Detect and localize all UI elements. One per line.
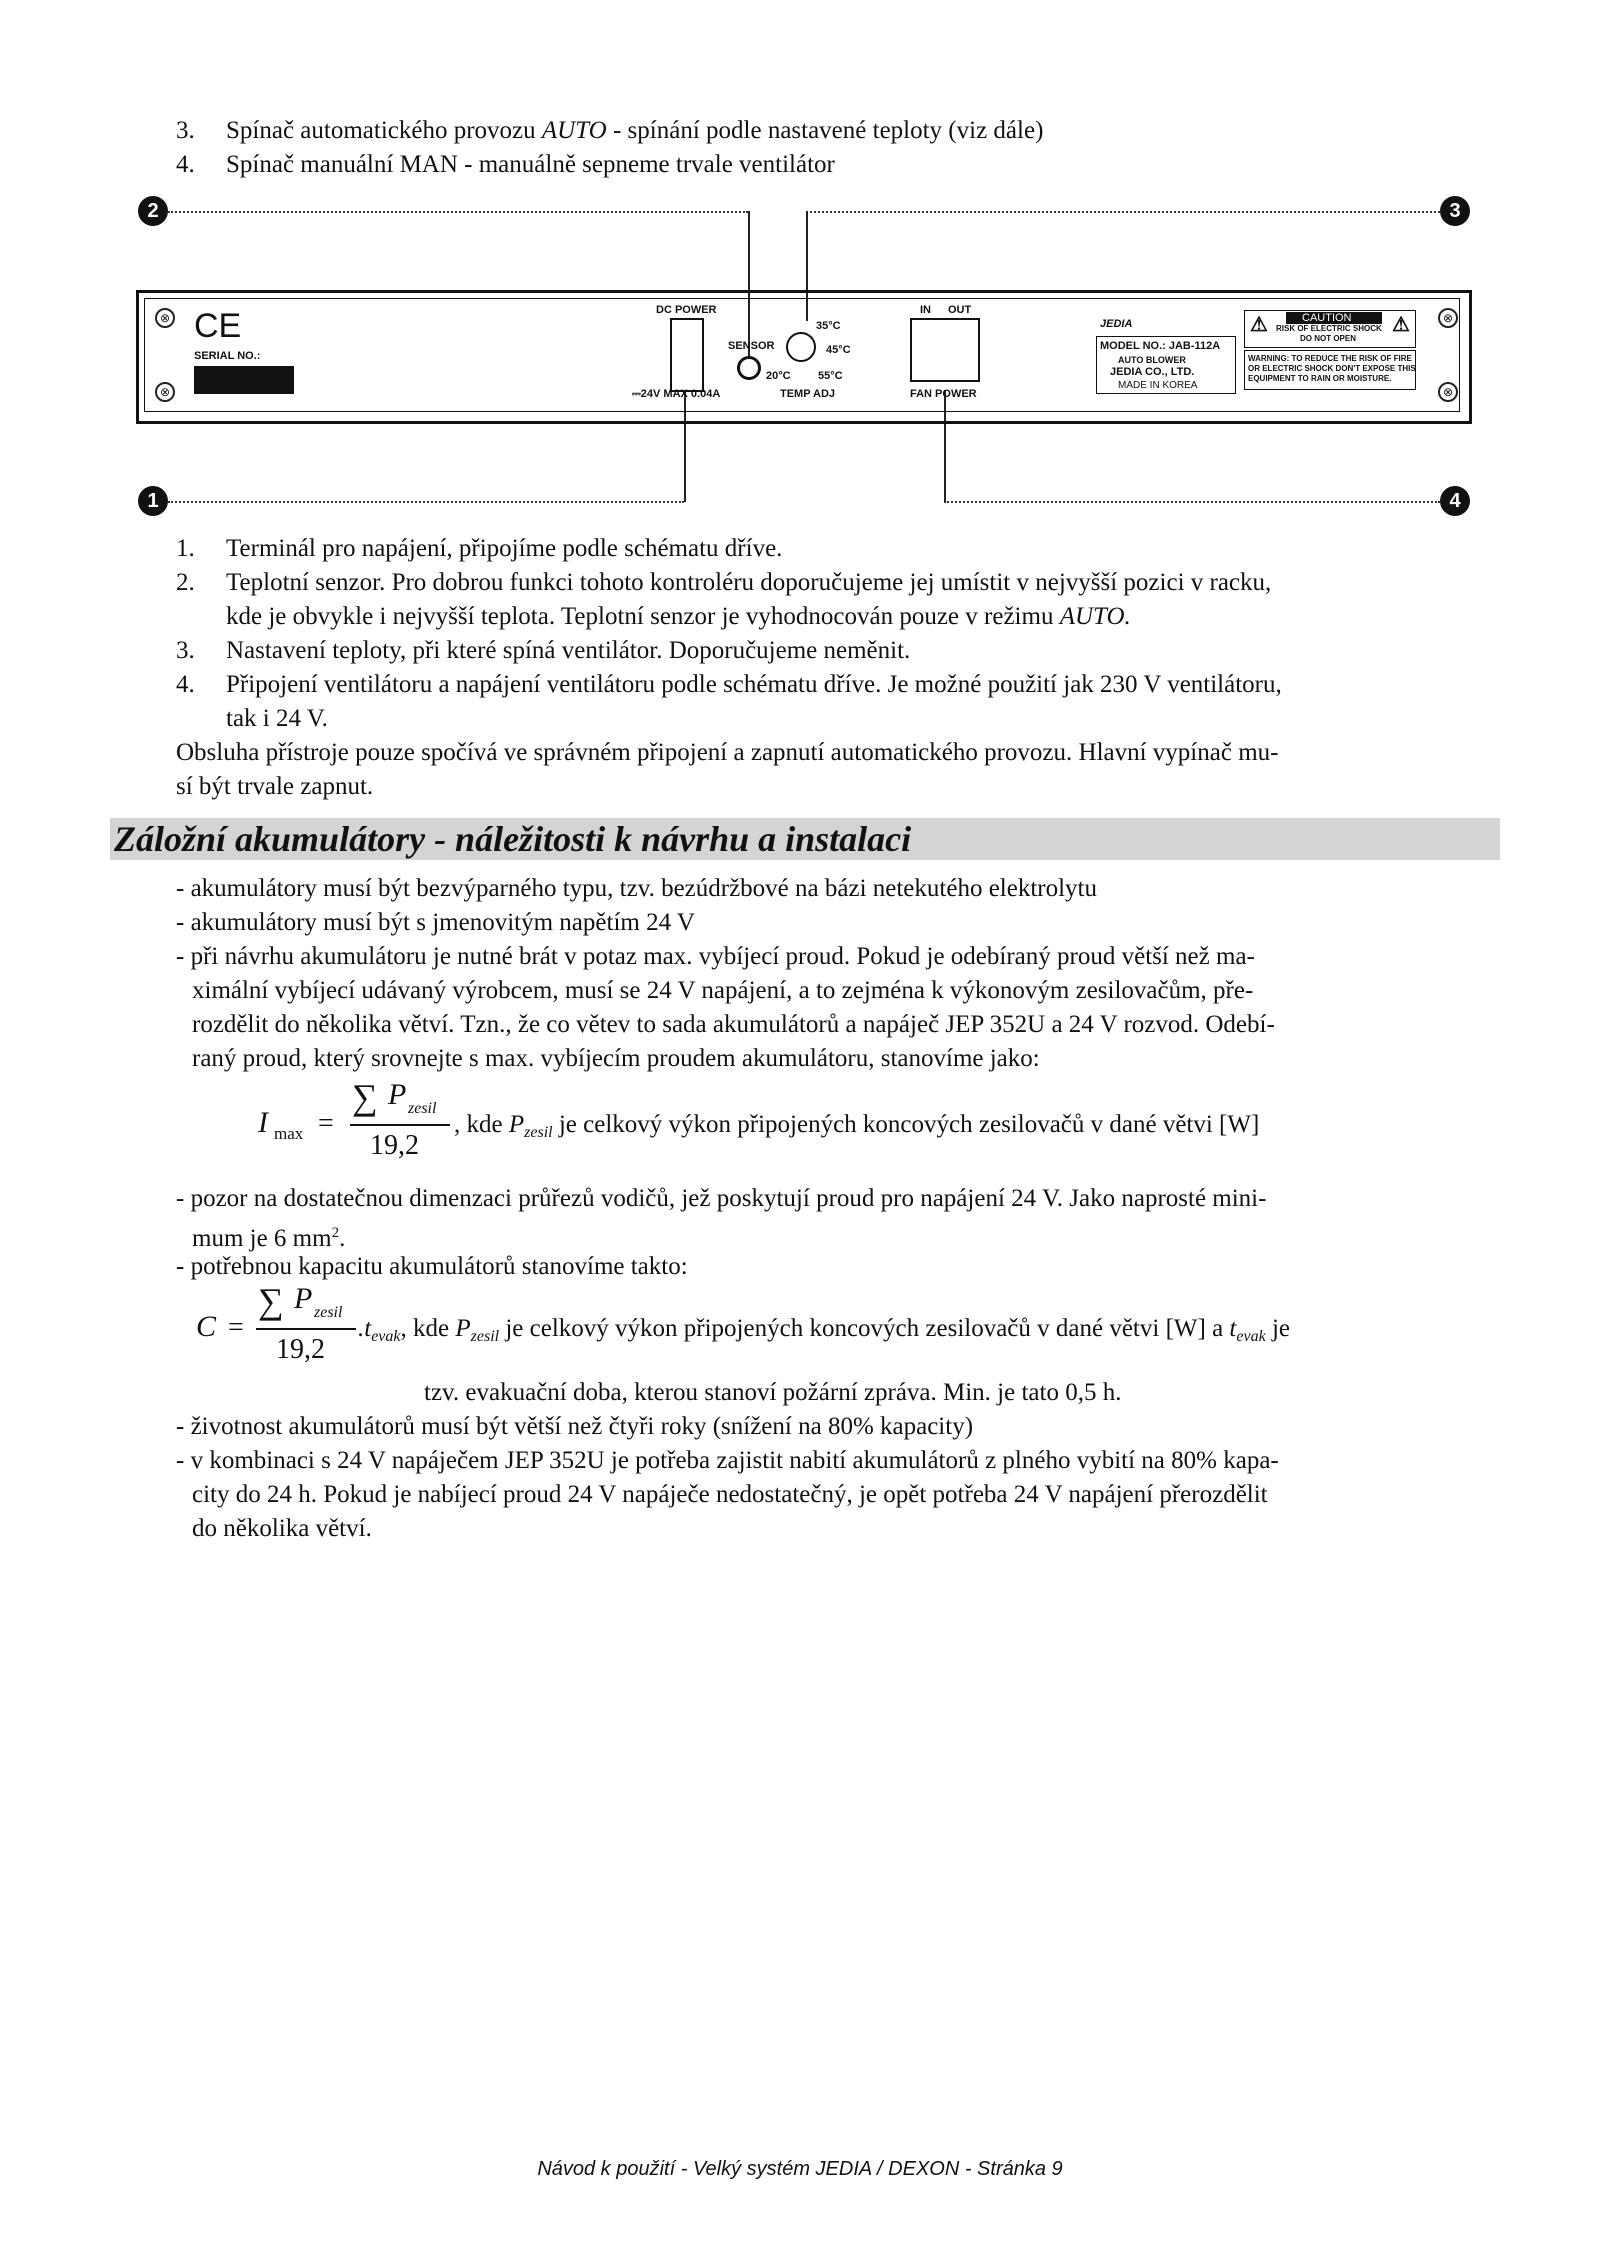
paragraph-line: sí být trvale zapnut. bbox=[176, 773, 374, 800]
bullet-line: ximální vybíjecí udávaný výrobcem, musí se 24 V napájení, a to zejména k výkonovým zesilovačům, pře- bbox=[192, 977, 1254, 1004]
bullet-line: - akumulátory musí být bezvýparného typu, tzv. bezúdržbové na bázi netekutého elektrolytu bbox=[176, 875, 1097, 902]
bullet-line: rozdělit do několika větví. Tzn., že co větev to sada akumulátorů a napáječ JEP 352U a 24 V rozvod. Odebí- bbox=[192, 1011, 1275, 1038]
temp-45-label: 45°C bbox=[826, 344, 851, 356]
bullet-line: do několika větví. bbox=[192, 1515, 372, 1542]
warning-line: WARNING: TO REDUCE THE RISK OF FIRE bbox=[1248, 354, 1412, 363]
list-item: Připojení ventilátoru a napájení ventilátoru podle schématu dříve. Je možné použití jak 230 V ventilátoru, bbox=[226, 671, 1282, 698]
temp-55-label: 55°C bbox=[818, 370, 843, 382]
formula-note: tzv. evakuační doba, kterou stanoví požární zpráva. Min. je tato 0,5 h. bbox=[424, 1379, 1122, 1406]
company-label: JEDIA CO., LTD. bbox=[1110, 366, 1195, 378]
leader-line bbox=[944, 501, 1440, 503]
caution-line: DO NOT OPEN bbox=[1300, 334, 1357, 343]
out-label: OUT bbox=[948, 304, 972, 316]
made-in-label: MADE IN KOREA bbox=[1118, 380, 1198, 391]
ce-mark: CE bbox=[194, 307, 242, 345]
screw-icon: ⊗ bbox=[155, 382, 175, 402]
fan-power-label: FAN POWER bbox=[910, 388, 977, 400]
leader-line bbox=[806, 211, 1440, 213]
list-item: Nastavení teploty, při které spíná ventilátor. Doporučujeme neměnit. bbox=[226, 637, 911, 664]
bullet-line: - pozor na dostatečnou dimenzaci průřezů vodičů, jež poskytují proud pro napájení 24 V. Jako naprosté mini- bbox=[176, 1185, 1267, 1212]
callout-badge-1: 1 bbox=[138, 486, 168, 516]
fan-power-terminal bbox=[910, 318, 980, 382]
list-number: 4. bbox=[176, 671, 195, 698]
bullet-line: city do 24 h. Pokud je nabíjecí proud 24 V napáječe nedostatečný, je opět potřeba 24 V napájení přerozdělit bbox=[192, 1481, 1268, 1508]
fraction-bar bbox=[256, 1328, 356, 1330]
sum-symbol: ∑ bbox=[258, 1281, 284, 1321]
temp-adjust-knob-icon[interactable] bbox=[786, 332, 816, 362]
caution-line: RISK OF ELECTRIC SHOCK bbox=[1276, 324, 1382, 333]
warning-triangle-icon: ⚠ bbox=[1392, 314, 1410, 336]
warning-triangle-icon: ⚠ bbox=[1250, 314, 1268, 336]
page-footer: Návod k použití - Velký systém JEDIA / DEXON - Stránka 9 bbox=[537, 2158, 1063, 2180]
dc-power-terminal bbox=[670, 318, 704, 392]
list-item: Terminál pro napájení, připojíme podle schématu dříve. bbox=[226, 535, 783, 562]
auto-blower-label: AUTO BLOWER bbox=[1118, 355, 1186, 365]
list-item: Teplotní senzor. Pro dobrou funkci tohoto kontroléru doporučujeme jej umístit v nejvyšší pozici v racku, bbox=[226, 569, 1272, 596]
list-item: Spínač manuální MAN - manuálně sepneme trvale ventilátor bbox=[226, 151, 835, 178]
temperature-sensor-icon bbox=[737, 356, 761, 380]
list-number: 4. bbox=[176, 151, 195, 178]
list-number: 1. bbox=[176, 535, 195, 562]
in-label: IN bbox=[920, 304, 931, 316]
list-number: 3. bbox=[176, 117, 195, 144]
temp-20-label: 20°C bbox=[766, 370, 791, 382]
screw-icon: ⊗ bbox=[1438, 382, 1458, 402]
screw-icon: ⊗ bbox=[1438, 308, 1458, 328]
bullet-line: - při návrhu akumulátoru je nutné brát v potaz max. vybíjecí proud. Pokud je odebíraný proud větší než ma- bbox=[176, 943, 1255, 970]
jedia-logo: JEDIA bbox=[1100, 318, 1133, 330]
list-item-continued: kde je obvykle i nejvyšší teplota. Teplotní senzor je vyhodnocován pouze v režimu AUTO. bbox=[226, 603, 1131, 630]
warning-line: EQUIPMENT TO RAIN OR MOISTURE. bbox=[1248, 374, 1392, 383]
document-page: 3. Spínač automatického provozu AUTO - spínání podle nastavené teploty (viz dále) 4. Spínač manuální MAN - manuálně sepneme trvale ventilátor 2 3 1 4 ⊗ ⊗ ⊗ ⊗ CE SERIAL NO.: DC POWER ⎓24V MAX 0.04A SENSOR 35°C 45°C 20°C 55°C TEMP ADJ IN OUT FAN POWER JEDIA MODEL NO.: JAB-112A AUTO BLOWER JEDIA CO., LTD. MADE IN KOREA CAUTION RISK OF ELECTRIC SHOCK DO NOT OPEN ⚠ ⚠ WARNING: TO REDUCE THE RISK OF FIRE OR ELECTRIC SHOCK DON'T EXPOSE THIS EQUIPMENT TO RAIN OR MOISTURE. 1. Terminál pro napájení, připojíme podle schématu dříve. 2. Teplotní senzor. Pro dobrou funkci tohoto kontroléru doporučujeme jej umístit v nejvyšší pozici v racku, kde je obvykle i nejvyšší teplota. Teplotní senzor je vyhodnocován pouze v režimu AUTO. 3. Nastavení teploty, při které spíná ventilátor. Doporučujeme neměnit. 4. Připojení ventilátoru a napájení ventilátoru podle schématu dříve. Je možné použití jak 230 V ventilátoru, tak i 24 V. Obsluha přístroje pouze spočívá ve správném připojení a zapnutí automatického provozu. Hlavní vypínač mu- sí být trvale zapnut. Záložní akumulátory - náležitosti k návrhu a instalaci - akumulátory musí být bezvýparného typu, tzv. bezúdržbové na bázi netekutého elektrolytu - akumulátory musí být s jmenovitým napětím 24 V - při návrhu akumulátoru je nutné brát v potaz max. vybíjecí proud. Pokud je odebíraný proud větší než ma- ximální vybíjecí udávaný výrobcem, musí se 24 V napájení, a to zejména k výkonovým zesilovačům, pře- rozdělit do několika větví. Tzn., že co větev to sada akumulátorů a napáječ JEP 352U a 24 V rozvod. Odebí- raný proud, který srovnejte s max. vybíjecím proudem akumulátoru, stanovíme jako: I max = ∑ P zesil 19,2 , kde $P_{zesil}$ je celkový výkon připojených koncových zesilovačů v dané větvi [W] - pozor na dostatečnou dimenzaci průřezů vodičů, jež poskytují proud pro napájení 24 V. Jako naprosté mini- mum je 6 $mm^2$. - potřebnou kapacitu akumulátorů stanovíme takto: C = ∑ P zesil 19,2 $.t_{evak}$, kde $P_{zesil}$ je celkový výkon připojených koncových zesilovačů v dané větvi [W] a $t_{evak}$ je tzv. evakuační doba, kterou stanoví požární zpráva. Min. je tato 0,5 h. - životnost akumulátorů musí být větší než čtyři roky (snížení na 80% kapacity) - v kombinaci s 24 V napáječem JEP 352U je potřeba zajistit nabití akumulátorů z plného vybití na 80% kapa- city do 24 h. Pokud je nabíjecí proud 24 V napáječe nedostatečný, je opět potřeba 24 V napájení přerozdělit do několika větví. Návod k použití - Velký systém JEDIA / DEXON - Stránka 9 bbox=[0, 0, 1600, 2264]
caution-label: CAUTION bbox=[1302, 312, 1352, 324]
temp-adj-label: TEMP ADJ bbox=[780, 388, 836, 400]
callout-badge-3: 3 bbox=[1440, 196, 1470, 226]
dc-power-label: DC POWER bbox=[656, 304, 717, 316]
paragraph-line: Obsluha přístroje pouze spočívá ve správném připojení a zapnutí automatického provozu. Hlavní vypínač mu- bbox=[176, 739, 1279, 766]
callout-badge-4: 4 bbox=[1440, 486, 1470, 516]
leader-line bbox=[168, 211, 748, 213]
bullet-line: raný proud, který srovnejte s max. vybíjecím proudem akumulátoru, stanovíme jako: bbox=[192, 1045, 1040, 1072]
dc-spec-label: ⎓24V MAX 0.04A bbox=[632, 388, 721, 400]
fraction-bar bbox=[350, 1124, 450, 1126]
section-heading: Záložní akumulátory - náležitosti k návrhu a instalaci bbox=[110, 818, 1500, 860]
bullet-line: - v kombinaci s 24 V napáječem JEP 352U je potřeba zajistit nabití akumulátorů z plného vybití na 80% kapa- bbox=[176, 1447, 1279, 1474]
model-label: MODEL NO.: JAB-112A bbox=[1100, 340, 1221, 352]
sensor-label: SENSOR bbox=[728, 340, 775, 352]
list-item-continued: tak i 24 V. bbox=[226, 705, 328, 732]
callout-badge-2: 2 bbox=[138, 196, 168, 226]
bullet-line: mum je 6 $mm^2$. bbox=[192, 1225, 346, 1252]
serial-plate bbox=[194, 366, 294, 394]
leader-line bbox=[168, 501, 684, 503]
temp-35-label: 35°C bbox=[816, 320, 841, 332]
bullet-line: - životnost akumulátorů musí být větší než čtyři roky (snížení na 80% kapacity) bbox=[176, 1413, 974, 1440]
sum-symbol: ∑ bbox=[352, 1077, 378, 1117]
screw-icon: ⊗ bbox=[155, 308, 175, 328]
bullet-line: - potřebnou kapacitu akumulátorů stanovíme takto: bbox=[176, 1253, 688, 1280]
list-number: 3. bbox=[176, 637, 195, 664]
warning-line: OR ELECTRIC SHOCK DON'T EXPOSE THIS bbox=[1248, 364, 1416, 373]
list-item: Spínač automatického provozu AUTO - spínání podle nastavené teploty (viz dále) bbox=[226, 117, 1044, 144]
list-number: 2. bbox=[176, 569, 195, 596]
serial-label: SERIAL NO.: bbox=[194, 350, 261, 362]
bullet-line: - akumulátory musí být s jmenovitým napětím 24 V bbox=[176, 909, 695, 936]
